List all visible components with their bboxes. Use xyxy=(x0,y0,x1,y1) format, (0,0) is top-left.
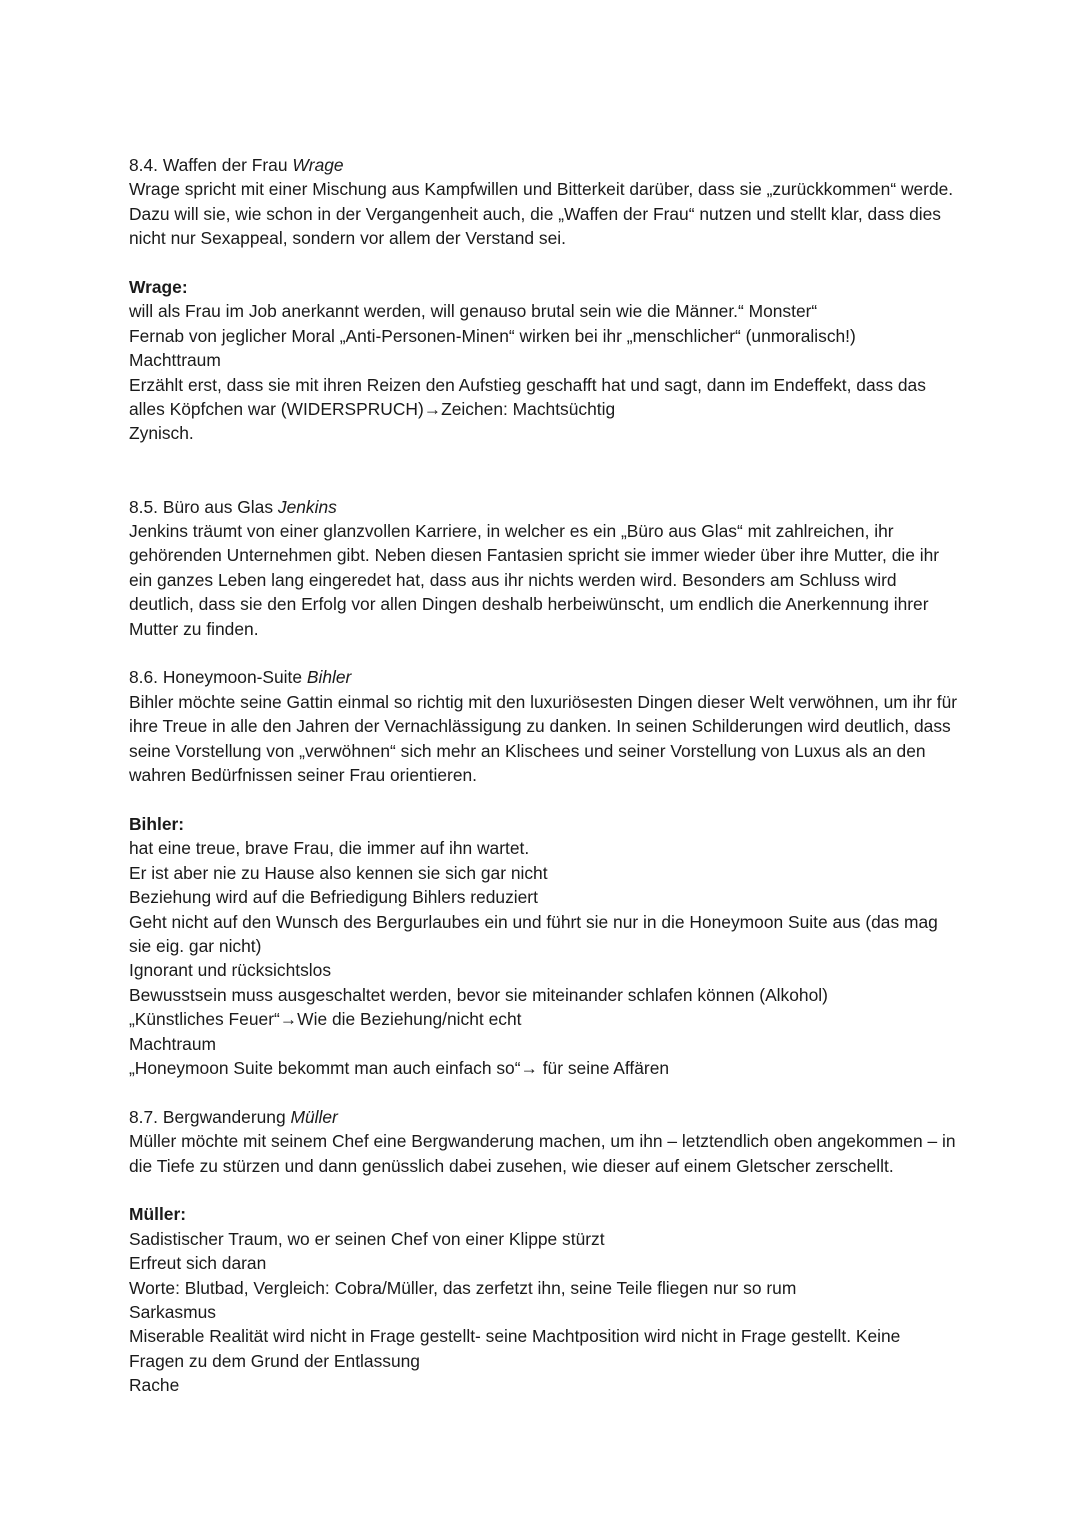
notes-label: Wrage: xyxy=(129,277,188,298)
section-summary: Jenkins träumt von einer glanzvollen Karriere, in welcher es ein „Büro aus Glas“ mit zahlreichen, ihr gehörenden Unternehmen gibt. Neben diesen Fantasien spricht sie immer wieder über ihre Mutter, die ihr ein ganzes Leben lang eingeredet hat, dass aus ihr nichts werden wird. Besonders am Schluss wird deutlich, dass sie den Erfolg vor allen Dingen deshalb herbeiwünscht, um endlich die Anerkennung ihrer Mutter zu finden. xyxy=(129,521,940,639)
note-line: Fernab von jeglicher Moral „Anti-Personen-Minen“ wirken bei ihr „menschlicher“ (unmoralisch!) xyxy=(129,325,856,346)
note-line: Erfreut sich daran xyxy=(129,1253,267,1274)
section-heading-8-6 xyxy=(129,665,959,689)
heading-number: 8.5. Büro aus Glas xyxy=(129,496,278,517)
section-summary: Wrage spricht mit einer Mischung aus Kampfwillen und Bitterkeit darüber, dass sie „zurückkommen“ werde. Dazu will sie, wie schon in der Vergangenheit auch, die „Waffen der Frau“ nutzen und stellt klar, dass dies nicht nur Sexappeal, sondern vor allem der Verstand sei. xyxy=(129,179,954,249)
note-line: Sarkasmus xyxy=(129,1302,216,1322)
note-line: Geht nicht auf den Wunsch des Bergurlaubes ein und führt sie nur in die Honeymoon Suite aus (das mag sie eig. gar nicht) xyxy=(129,911,938,956)
note-line: Bewusstsein muss ausgeschaltet werden, bevor sie miteinander schlafen können (Alkohol) xyxy=(129,984,828,1005)
note-line: Rache xyxy=(129,1375,180,1396)
note-line: Erzählt erst, dass sie mit ihren Reizen den Aufstieg geschafft hat und sagt, dann im Endeffekt, dass das alles Köpfchen war (WIDERSPRUCH)→Zeichen: Machtsüchtig xyxy=(129,374,926,420)
section-summary: Müller möchte mit seinem Chef eine Bergwanderung machen, um ihn – letztendlich oben angekommen – in die Tiefe zu stürzen und dann genüsslich dabei zusehen, wie dieser auf einem Gletscher zerschellt. xyxy=(129,1131,956,1176)
notes-label: Bihler: xyxy=(129,813,185,834)
heading-character: Wrage xyxy=(292,155,344,175)
section-summary: Bihler möchte seine Gattin einmal so richtig mit den luxuriösesten Dingen dieser Welt verwöhnen, um ihr für ihre Treue in alle den Jahren der Vernachlässigung zu danken. In seinen Schilderungen wird deutlich, dass seine Vorstellung von „verwöhnen“ sich mehr an Klischees und seiner Vorstellung von Luxus als an den wahren Bedürfnissen seiner Frau orientieren. xyxy=(129,691,958,786)
heading-character: Jenkins xyxy=(277,496,337,517)
note-line: Beziehung wird auf die Befriedigung Bihlers reduziert xyxy=(129,887,538,908)
note-line: will als Frau im Job anerkannt werden, will genauso brutal sein wie die Männer.“ Monster“ xyxy=(129,301,818,322)
note-line: „Honeymoon Suite bekommt man auch einfach so“→ für seine Affären xyxy=(129,1057,670,1078)
note-line: hat eine treue, brave Frau, die immer auf ihn wartet. xyxy=(129,838,530,859)
note-line: Machtraum xyxy=(129,1033,216,1054)
section-heading-8-7 xyxy=(129,1105,959,1129)
section-heading-8-5 xyxy=(129,495,959,519)
document-page xyxy=(129,153,959,1398)
note-line: Ignorant und rücksichtslos xyxy=(129,960,332,981)
note-line: Worte: Blutbad, Vergleich: Cobra/Müller, das zerfetzt ihn, seine Teile fliegen nur so rum xyxy=(129,1277,797,1298)
heading-number: 8.4. Waffen der Frau xyxy=(129,155,293,175)
heading-character: Bihler xyxy=(306,667,352,688)
note-line: Zynisch. xyxy=(129,423,194,444)
note-line: Miserable Realität wird nicht in Frage gestellt- seine Machtposition wird nicht in Frage gestellt. Keine Fragen zu dem Grund der Entlassung xyxy=(129,1326,901,1371)
heading-character: Müller xyxy=(290,1106,338,1127)
note-line: „Künstliches Feuer“→Wie die Beziehung/nicht echt xyxy=(129,1009,522,1030)
heading-number: 8.6. Honeymoon-Suite xyxy=(129,667,307,688)
heading-number: 8.7. Bergwanderung xyxy=(129,1106,291,1127)
note-line: Er ist aber nie zu Hause also kennen sie sich gar nicht xyxy=(129,862,548,883)
notes-label: Müller: xyxy=(129,1204,187,1225)
note-line: Machttraum xyxy=(129,350,221,371)
note-line: Sadistischer Traum, wo er seinen Chef von einer Klippe stürzt xyxy=(129,1228,605,1249)
section-heading-8-4 xyxy=(129,153,959,177)
